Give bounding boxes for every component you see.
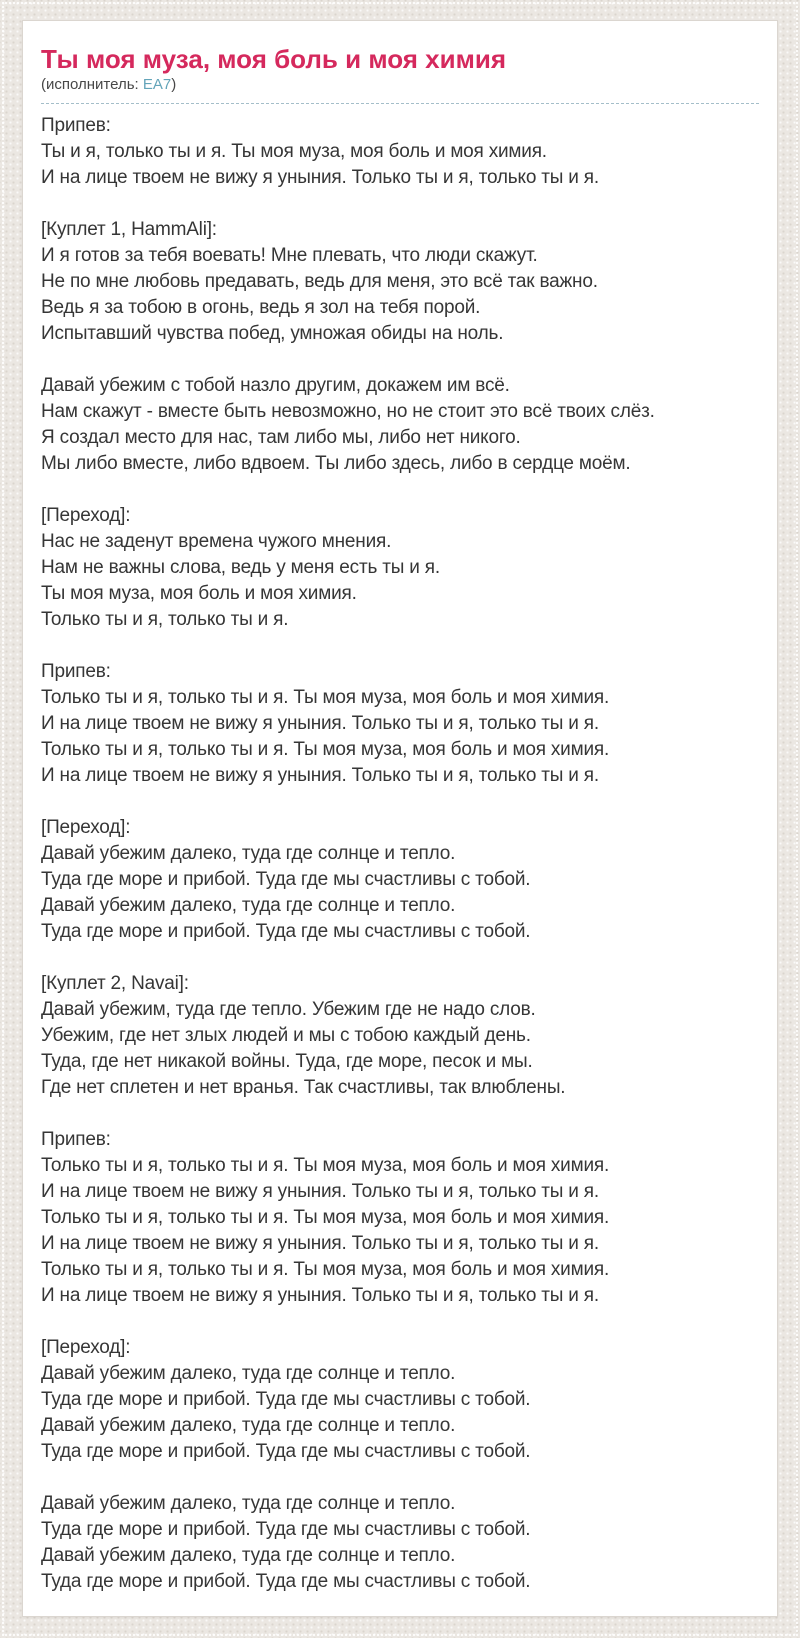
lyrics-line: Туда где море и прибой. Туда где мы счастливы с тобой. xyxy=(41,921,531,942)
lyrics-line: Только ты и я, только ты и я. Ты моя муза, моя боль и моя химия. xyxy=(41,1259,610,1280)
stanza xyxy=(41,1491,759,1595)
lyrics-line: Давай убежим далеко, туда где солнце и тепло. xyxy=(41,1363,456,1384)
lyrics-line: И на лице твоем не вижу я уныния. Только ты и я, только ты и я. xyxy=(41,1233,599,1254)
lyrics-line: Давай убежим, туда где тепло. Убежим где не надо слов. xyxy=(41,999,536,1020)
lyrics-line: И на лице твоем не вижу я уныния. Только ты и я, только ты и я. xyxy=(41,1285,599,1306)
lyrics-line: Туда где море и прибой. Туда где мы счастливы с тобой. xyxy=(41,869,531,890)
lyrics-line: Нас не заденут времена чужого мнения. xyxy=(41,531,392,552)
lyrics-line: Туда где море и прибой. Туда где мы счастливы с тобой. xyxy=(41,1571,531,1592)
stanza xyxy=(41,217,759,347)
lyrics-line: Давай убежим далеко, туда где солнце и тепло. xyxy=(41,895,456,916)
lyrics-line: Только ты и я, только ты и я. Ты моя муза, моя боль и моя химия. xyxy=(41,687,610,708)
lyrics-line: Ты моя муза, моя боль и моя химия. xyxy=(41,583,357,604)
lyrics-line: [Куплет 1, HammAli]: xyxy=(41,219,217,240)
lyrics-line: Давай убежим далеко, туда где солнце и тепло. xyxy=(41,843,456,864)
lyrics-card xyxy=(22,20,778,1617)
lyrics-line: [Куплет 2, Navai]: xyxy=(41,973,189,994)
lyrics-line: Давай убежим далеко, туда где солнце и тепло. xyxy=(41,1415,456,1436)
stanza xyxy=(41,1127,759,1309)
lyrics-line: Давай убежим с тобой назло другим, докажем им всё. xyxy=(41,375,510,396)
stanza xyxy=(41,815,759,945)
lyrics-line: Я создал место для нас, там либо мы, либо нет никого. xyxy=(41,427,521,448)
lyrics xyxy=(41,113,759,1595)
lyrics-line: Убежим, где нет злых людей и мы с тобою каждый день. xyxy=(41,1025,531,1046)
lyrics-line: И я готов за тебя воевать! Мне плевать, что люди скажут. xyxy=(41,245,538,266)
lyrics-line: Туда где море и прибой. Туда где мы счастливы с тобой. xyxy=(41,1389,531,1410)
lyrics-line: Только ты и я, только ты и я. Ты моя муза, моя боль и моя химия. xyxy=(41,1155,610,1176)
lyrics-line: Давай убежим далеко, туда где солнце и тепло. xyxy=(41,1545,456,1566)
lyrics-line: [Переход]: xyxy=(41,1337,131,1358)
lyrics-line: Нам скажут - вместе быть невозможно, но не стоит это всё твоих слёз. xyxy=(41,401,655,422)
lyrics-line: Испытавший чувства побед, умножая обиды на ноль. xyxy=(41,323,504,344)
stanza xyxy=(41,503,759,633)
lyrics-line: Туда где море и прибой. Туда где мы счастливы с тобой. xyxy=(41,1441,531,1462)
lyrics-line: Ведь я за тобою в огонь, ведь я зол на тебя порой. xyxy=(41,297,481,318)
lyrics-line: Ты и я, только ты и я. Ты моя муза, моя боль и моя химия. xyxy=(41,141,547,162)
artist-line xyxy=(41,75,759,104)
lyrics-line: Припев: xyxy=(41,1129,111,1150)
artist-label-suffix: ) xyxy=(171,76,177,93)
lyrics-line: И на лице твоем не вижу я уныния. Только ты и я, только ты и я. xyxy=(41,167,599,188)
lyrics-line: Припев: xyxy=(41,115,111,136)
stanza xyxy=(41,1335,759,1465)
lyrics-line: И на лице твоем не вижу я уныния. Только ты и я, только ты и я. xyxy=(41,1181,599,1202)
lyrics-line: Припев: xyxy=(41,661,111,682)
lyrics-line: Не по мне любовь предавать, ведь для меня, это всё так важно. xyxy=(41,271,598,292)
lyrics-line: Нам не важны слова, ведь у меня есть ты и я. xyxy=(41,557,440,578)
lyrics-line: Где нет сплетен и нет вранья. Так счастливы, так влюблены. xyxy=(41,1077,566,1098)
lyrics-line: [Переход]: xyxy=(41,817,131,838)
lyrics-line: Туда где море и прибой. Туда где мы счастливы с тобой. xyxy=(41,1519,531,1540)
lyrics-line: И на лице твоем не вижу я уныния. Только ты и я, только ты и я. xyxy=(41,713,599,734)
artist-label: (исполнитель: xyxy=(41,76,139,93)
stanza xyxy=(41,659,759,789)
stanza xyxy=(41,971,759,1101)
stanza xyxy=(41,373,759,477)
lyrics-line: [Переход]: xyxy=(41,505,131,526)
lyrics-line: Только ты и я, только ты и я. Ты моя муза, моя боль и моя химия. xyxy=(41,1207,610,1228)
lyrics-line: И на лице твоем не вижу я уныния. Только ты и я, только ты и я. xyxy=(41,765,599,786)
lyrics-line: Только ты и я, только ты и я. Ты моя муза, моя боль и моя химия. xyxy=(41,739,610,760)
lyrics-line: Только ты и я, только ты и я. xyxy=(41,609,289,630)
song-title: Ты моя муза, моя боль и моя химия xyxy=(41,44,506,74)
lyrics-line: Давай убежим далеко, туда где солнце и тепло. xyxy=(41,1493,456,1514)
lyrics-line: Мы либо вместе, либо вдвоем. Ты либо здесь, либо в сердце моём. xyxy=(41,453,631,474)
lyrics-line: Туда, где нет никакой войны. Туда, где море, песок и мы. xyxy=(41,1051,533,1072)
artist-link[interactable]: EA7 xyxy=(142,76,172,93)
stanza xyxy=(41,113,759,191)
